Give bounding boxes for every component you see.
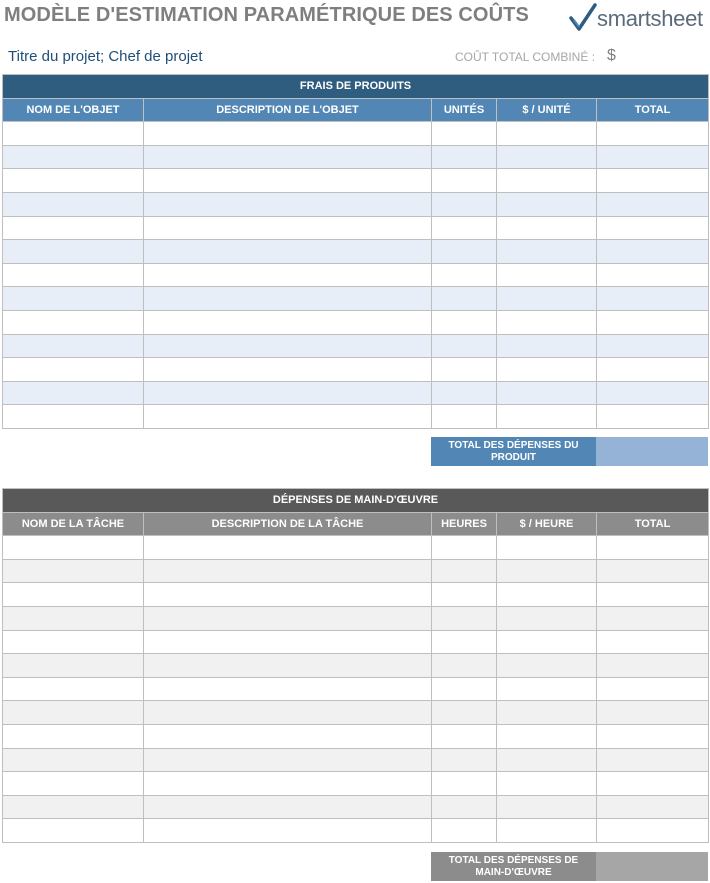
table-row (3, 772, 709, 796)
table-row (3, 381, 709, 405)
table-cell[interactable] (144, 405, 432, 429)
table-row (3, 145, 709, 169)
table-cell[interactable] (597, 701, 709, 725)
table-cell[interactable] (432, 358, 497, 382)
table-row (3, 310, 709, 334)
table-cell[interactable] (597, 169, 709, 193)
table-cell[interactable] (3, 263, 144, 287)
table-cell[interactable] (3, 630, 144, 654)
table-cell[interactable] (144, 748, 432, 772)
table-cell[interactable] (144, 358, 432, 382)
table-cell[interactable] (3, 606, 144, 630)
table-cell[interactable] (432, 381, 497, 405)
products-rows (3, 122, 709, 429)
table-cell[interactable] (144, 677, 432, 701)
table-cell[interactable] (432, 654, 497, 678)
table-row (3, 677, 709, 701)
table-cell[interactable] (3, 748, 144, 772)
table-cell[interactable] (3, 358, 144, 382)
table-row (3, 263, 709, 287)
table-cell[interactable] (3, 216, 144, 240)
table-cell[interactable] (3, 310, 144, 334)
combined-total-label: COÛT TOTAL COMBINÉ : (455, 50, 596, 64)
table-cell[interactable] (3, 559, 144, 583)
checkmark-icon (568, 2, 598, 34)
table-cell[interactable] (497, 240, 597, 264)
table-cell[interactable] (432, 701, 497, 725)
table-cell[interactable] (144, 122, 432, 146)
table-cell[interactable] (497, 536, 597, 560)
table-cell[interactable] (432, 583, 497, 607)
logo-wordmark: smartsheet (597, 6, 703, 31)
table-row (3, 819, 709, 843)
column-header: TOTAL (597, 512, 709, 536)
table-cell[interactable] (144, 583, 432, 607)
table-row (3, 701, 709, 725)
table-cell[interactable] (432, 405, 497, 429)
table-cell[interactable] (497, 630, 597, 654)
table-cell[interactable] (497, 654, 597, 678)
products-section-title: FRAIS DE PRODUITS (3, 75, 709, 99)
table-cell[interactable] (432, 536, 497, 560)
table-cell[interactable] (144, 795, 432, 819)
labor-section-title: DÉPENSES DE MAIN-D'ŒUVRE (3, 489, 709, 513)
table-cell[interactable] (497, 606, 597, 630)
table-cell[interactable] (3, 819, 144, 843)
table-cell[interactable] (497, 583, 597, 607)
table-cell[interactable] (497, 192, 597, 216)
table-cell[interactable] (144, 772, 432, 796)
table-cell[interactable] (3, 287, 144, 311)
table-cell[interactable] (497, 310, 597, 334)
table-cell[interactable] (3, 122, 144, 146)
table-cell[interactable] (144, 169, 432, 193)
table-cell[interactable] (497, 216, 597, 240)
table-cell[interactable] (144, 334, 432, 358)
table-cell[interactable] (597, 145, 709, 169)
table-cell[interactable] (144, 630, 432, 654)
table-row (3, 287, 709, 311)
table-cell[interactable] (3, 381, 144, 405)
table-row (3, 169, 709, 193)
table-cell[interactable] (497, 169, 597, 193)
table-row (3, 334, 709, 358)
page-title: MODÈLE D'ESTIMATION PARAMÉTRIQUE DES COÛTS (4, 4, 529, 26)
table-cell[interactable] (497, 263, 597, 287)
table-cell[interactable] (432, 819, 497, 843)
table-cell[interactable] (3, 334, 144, 358)
table-cell[interactable] (597, 192, 709, 216)
table-row (3, 216, 709, 240)
table-cell[interactable] (597, 606, 709, 630)
table-cell[interactable] (3, 192, 144, 216)
column-header: HEURES (432, 512, 497, 536)
table-cell[interactable] (497, 772, 597, 796)
table-cell[interactable] (497, 748, 597, 772)
table-cell[interactable] (3, 654, 144, 678)
table-cell[interactable] (432, 559, 497, 583)
table-cell[interactable] (432, 287, 497, 311)
table-cell[interactable] (597, 630, 709, 654)
table-cell[interactable] (144, 216, 432, 240)
table-cell[interactable] (432, 606, 497, 630)
table-cell[interactable] (432, 240, 497, 264)
table-cell[interactable] (597, 819, 709, 843)
table-cell[interactable] (144, 536, 432, 560)
table-cell[interactable] (432, 169, 497, 193)
table-cell[interactable] (497, 381, 597, 405)
table-cell[interactable] (144, 263, 432, 287)
table-cell[interactable] (497, 559, 597, 583)
table-cell[interactable] (432, 630, 497, 654)
table-cell[interactable] (497, 677, 597, 701)
table-cell[interactable] (497, 358, 597, 382)
column-header: NOM DE L'OBJET (3, 98, 144, 122)
table-row (3, 240, 709, 264)
table-cell[interactable] (597, 654, 709, 678)
table-cell[interactable] (144, 192, 432, 216)
table-cell[interactable] (3, 536, 144, 560)
products-total (431, 437, 708, 466)
table-cell[interactable] (144, 819, 432, 843)
table-cell[interactable] (597, 240, 709, 264)
table-cell[interactable] (497, 724, 597, 748)
table-cell[interactable] (597, 748, 709, 772)
table-cell[interactable] (3, 724, 144, 748)
table-row (3, 630, 709, 654)
column-header: UNITÉS (432, 98, 497, 122)
table-cell[interactable] (432, 724, 497, 748)
table-cell[interactable] (497, 287, 597, 311)
table-cell[interactable] (432, 795, 497, 819)
column-header: TOTAL (597, 98, 709, 122)
table-cell[interactable] (3, 772, 144, 796)
column-header: DESCRIPTION DE LA TÂCHE (144, 512, 432, 536)
table-row (3, 358, 709, 382)
table-cell[interactable] (432, 677, 497, 701)
table-cell[interactable] (597, 310, 709, 334)
table-cell[interactable] (432, 145, 497, 169)
labor-total (431, 852, 708, 881)
table-cell[interactable] (497, 819, 597, 843)
table-cell[interactable] (497, 122, 597, 146)
table-cell[interactable] (597, 122, 709, 146)
table-cell[interactable] (144, 287, 432, 311)
labor-table (2, 488, 709, 843)
table-cell[interactable] (597, 559, 709, 583)
table-cell[interactable] (597, 772, 709, 796)
smartsheet-logo (568, 2, 708, 36)
labor-total-label: TOTAL DES DÉPENSES DE MAIN-D'ŒUVRE (431, 852, 596, 881)
table-cell[interactable] (144, 559, 432, 583)
products-total-value[interactable] (596, 437, 708, 466)
table-row (3, 122, 709, 146)
table-cell[interactable] (3, 701, 144, 725)
table-cell[interactable] (432, 192, 497, 216)
table-cell[interactable] (497, 334, 597, 358)
table-cell[interactable] (497, 405, 597, 429)
table-cell[interactable] (597, 795, 709, 819)
table-cell[interactable] (597, 287, 709, 311)
table-row (3, 606, 709, 630)
table-row (3, 724, 709, 748)
table-cell[interactable] (432, 216, 497, 240)
table-cell[interactable] (597, 358, 709, 382)
products-table (2, 74, 709, 429)
table-cell[interactable] (597, 381, 709, 405)
table-cell[interactable] (432, 263, 497, 287)
table-cell[interactable] (597, 677, 709, 701)
column-header: $ / UNITÉ (497, 98, 597, 122)
table-cell[interactable] (3, 583, 144, 607)
table-row (3, 748, 709, 772)
table-cell[interactable] (597, 263, 709, 287)
column-header: $ / HEURE (497, 512, 597, 536)
combined-total-value[interactable]: $ (607, 47, 616, 64)
labor-rows (3, 536, 709, 843)
table-cell[interactable] (432, 122, 497, 146)
table-cell[interactable] (497, 145, 597, 169)
table-cell[interactable] (597, 216, 709, 240)
table-cell[interactable] (597, 724, 709, 748)
table-row (3, 559, 709, 583)
table-cell[interactable] (432, 772, 497, 796)
table-cell[interactable] (597, 405, 709, 429)
labor-total-value[interactable] (596, 852, 708, 881)
table-cell[interactable] (3, 405, 144, 429)
table-cell[interactable] (597, 536, 709, 560)
table-cell[interactable] (144, 240, 432, 264)
table-cell[interactable] (144, 381, 432, 405)
table-cell[interactable] (597, 334, 709, 358)
table-cell[interactable] (3, 169, 144, 193)
table-cell[interactable] (144, 310, 432, 334)
products-total-label: TOTAL DES DÉPENSES DU PRODUIT (431, 437, 596, 466)
column-header: DESCRIPTION DE L'OBJET (144, 98, 432, 122)
table-cell[interactable] (3, 677, 144, 701)
table-cell[interactable] (3, 795, 144, 819)
table-cell[interactable] (144, 145, 432, 169)
column-header: NOM DE LA TÂCHE (3, 512, 144, 536)
table-cell[interactable] (432, 310, 497, 334)
table-row (3, 654, 709, 678)
table-cell[interactable] (3, 240, 144, 264)
table-cell[interactable] (497, 701, 597, 725)
table-row (3, 795, 709, 819)
table-cell[interactable] (144, 606, 432, 630)
table-cell[interactable] (432, 334, 497, 358)
table-cell[interactable] (432, 748, 497, 772)
table-cell[interactable] (497, 795, 597, 819)
table-row (3, 536, 709, 560)
table-cell[interactable] (144, 654, 432, 678)
table-cell[interactable] (3, 145, 144, 169)
project-title-field[interactable]: Titre du projet; Chef de projet (8, 48, 203, 65)
table-cell[interactable] (597, 583, 709, 607)
table-row (3, 405, 709, 429)
table-cell[interactable] (144, 724, 432, 748)
table-row (3, 583, 709, 607)
table-cell[interactable] (144, 701, 432, 725)
table-row (3, 192, 709, 216)
